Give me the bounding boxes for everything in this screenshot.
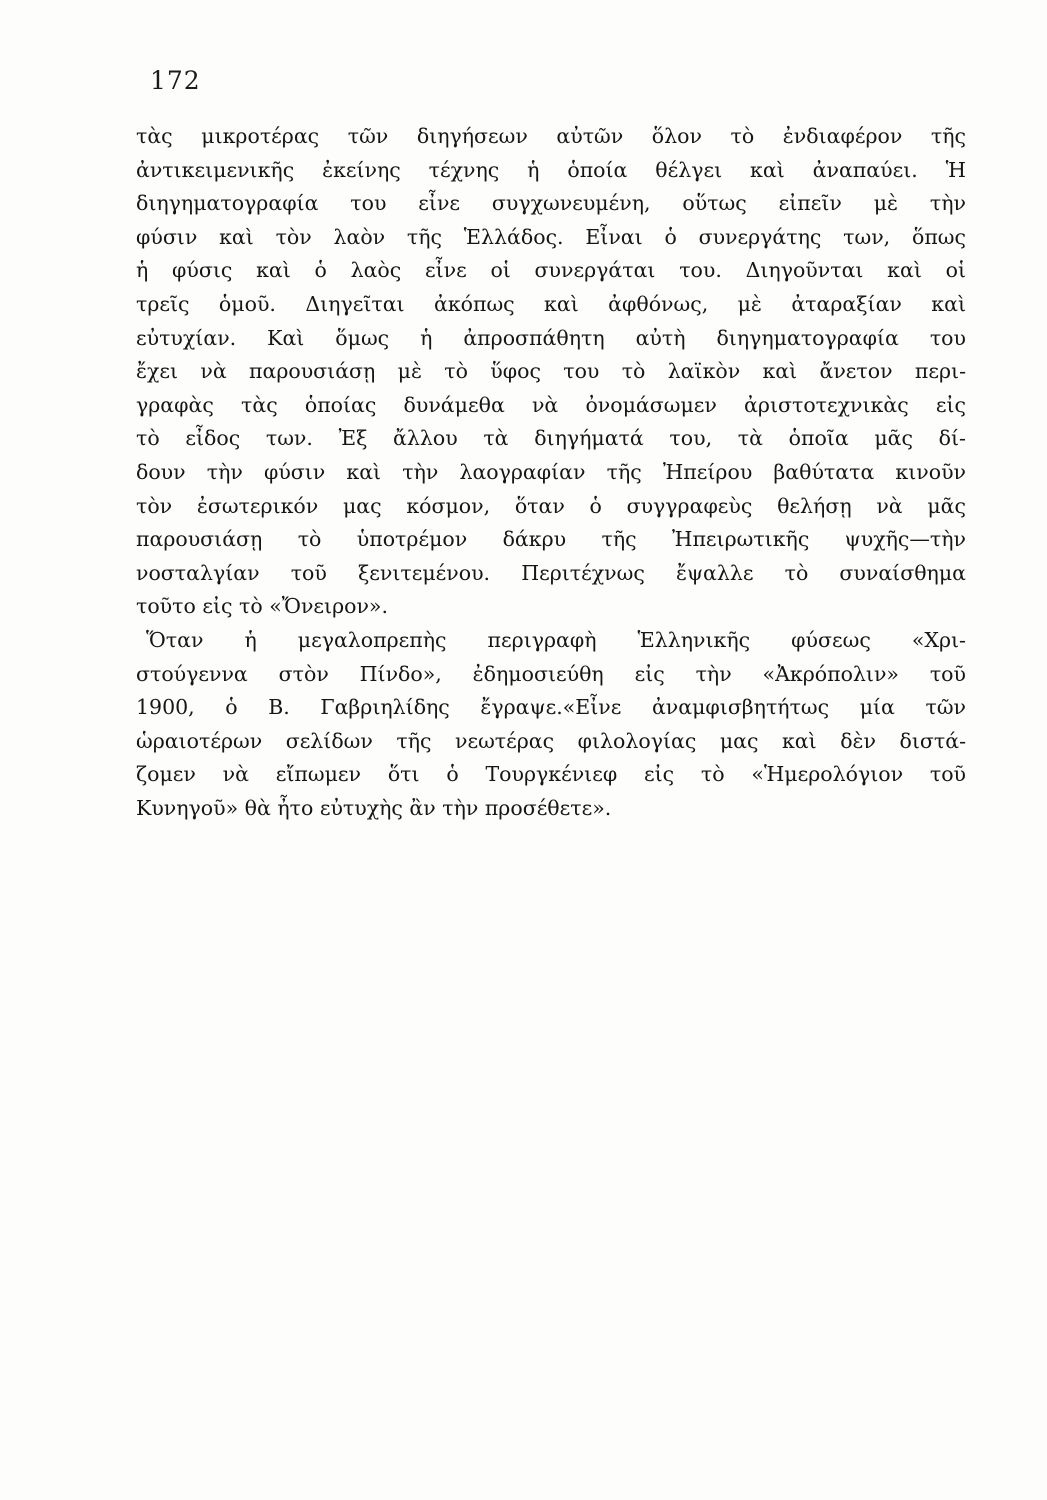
text-line: 1900, ὁ Β. Γαβριηλίδης ἔγραψε.«Εἶνε ἀναμφισβητήτως μία τῶν <box>136 695 966 720</box>
text-line: ὡραιοτέρων σελίδων τῆς νεωτέρας φιλολογίας μας καὶ δὲν διστά- <box>136 728 966 753</box>
text-line: τοῦτο εἰς τὸ «Ὄνειρον». <box>136 594 388 619</box>
text-line: ἡ φύσις καὶ ὁ λαὸς εἶνε οἱ συνεργάται του. Διηγοῦνται καὶ οἱ <box>136 258 966 283</box>
body-text <box>136 120 966 825</box>
text-line: ἔχει νὰ παρουσιάσῃ μὲ τὸ ὕφος του τὸ λαϊκὸν καὶ ἄνετον περι- <box>136 359 966 384</box>
paragraph-start-line: Ὅταν ἡ μεγαλοπρεπὴς περιγραφὴ Ἑλληνικῆς φύσεως «Χρι- <box>146 627 966 652</box>
text-line: τὰς μικροτέρας τῶν διηγήσεων αὐτῶν ὅλον τὸ ἐνδιαφέρον τῆς <box>136 124 966 148</box>
text-line: δουν τὴν φύσιν καὶ τὴν λαογραφίαν τῆς Ἠπείρου βαθύτατα κινοῦν <box>136 459 966 484</box>
text-line: ἀντικειμενικῆς ἐκείνης τέχνης ἡ ὁποία θέλγει καὶ ἀναπαύει. Ἡ <box>136 157 966 182</box>
text-line: στούγεννα στὸν Πίνδο», ἐδημοσιεύθη εἰς τὴν «Ἀκρόπολιν» τοῦ <box>136 661 966 686</box>
text-line: διηγηματογραφία του εἶνε συγχωνευμένη, οὕτως εἰπεῖν μὲ τὴν <box>136 191 966 216</box>
text-line: φύσιν καὶ τὸν λαὸν τῆς Ἑλλάδος. Εἶναι ὁ συνεργάτης των, ὅπως <box>136 224 966 249</box>
text-line: νοσταλγίαν τοῦ ξενιτεμένου. Περιτέχνως ἔψαλλε τὸ συναίσθημα <box>136 560 966 585</box>
text-line: τὸν ἐσωτερικόν μας κόσμον, ὅταν ὁ συγγραφεὺς θελήσῃ νὰ μᾶς <box>136 493 966 518</box>
text-line: ζομεν νὰ εἴπωμεν ὅτι ὁ Τουργκένιεφ εἰς τὸ «Ἡμερολόγιον τοῦ <box>136 762 966 787</box>
text-line: τρεῖς ὁμοῦ. Διηγεῖται ἀκόπως καὶ ἀφθόνως, μὲ ἀταραξίαν καὶ <box>136 291 966 316</box>
page-number: 172 <box>150 66 201 95</box>
text-line: τὸ εἶδος των. Ἐξ ἄλλου τὰ διηγήματά του, τὰ ὁποῖα μᾶς δί- <box>136 426 966 451</box>
text-line: παρουσιάσῃ τὸ ὑποτρέμον δάκρυ τῆς Ἠπειρωτικῆς ψυχῆς—τὴν <box>136 527 966 552</box>
text-line: Κυνηγοῦ» θὰ ἦτο εὐτυχὴς ἂν τὴν προσέθετε». <box>136 795 612 820</box>
text-line: γραφὰς τὰς ὁποίας δυνάμεθα νὰ ὀνομάσωμεν ἀριστοτεχνικὰς εἰς <box>136 392 966 417</box>
text-line: εὐτυχίαν. Καὶ ὅμως ἡ ἀπροσπάθητη αὐτὴ διηγηματογραφία του <box>136 325 966 350</box>
